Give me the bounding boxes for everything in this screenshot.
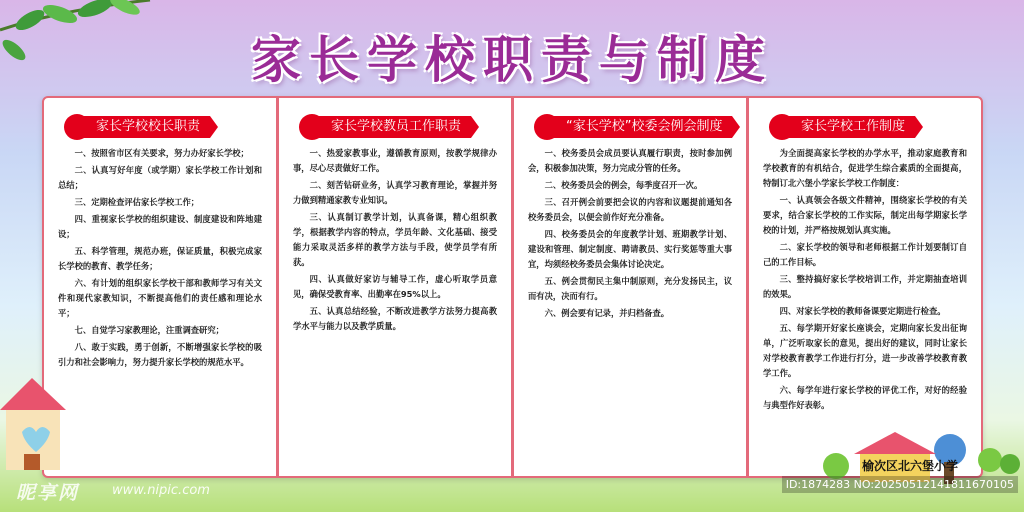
paragraph: 一、按照省市区有关要求，努力办好家长学校； (74, 148, 249, 158)
paragraph: 三、召开例会前要把会议的内容和议题提前通知各校务委员会，以便会前作好充分准备。 (528, 197, 732, 222)
paragraph: 七、自觉学习家教理论，注重调查研究； (74, 325, 224, 335)
watermark-url: www.nipic.com (112, 483, 210, 498)
page-title: 家长学校职责与制度 (251, 30, 773, 89)
column-heading-label: 家长学校工作制度 (783, 116, 915, 138)
paragraph: 四、对家长学校的教师备课要定期进行检查。 (779, 306, 946, 316)
column-teacher (279, 98, 511, 476)
notice-board (42, 96, 983, 478)
column-heading-label: 家长学校教员工作职责 (313, 116, 471, 138)
paragraph: 二、刻苦钻研业务，认真学习教育理论，掌握并努力做到精通家教专业知识。 (293, 180, 497, 205)
paragraph: 三、整持搞好家长学校培训工作，并定期抽查培训的效果。 (763, 274, 967, 299)
paragraph: 三、定期检查评估家长学校工作； (74, 197, 200, 207)
paragraph: 五、认真总结经验，不断改进教学方法努力提高教学水平与能力以及教学质量。 (293, 306, 497, 331)
paragraph: 五、科学管理，规范办班，保证质量，积极完成家长学校的教育、教学任务； (58, 246, 262, 271)
paragraph: 五、每学期开好家长座谈会，定期向家长发出征询单，广泛听取家长的意见，提出好的建议，同时让家长对学校教育教学工作进行打分，进一步改善学校教育教学工作。 (763, 323, 967, 378)
paragraph: 六、例会要有记录，并归档备查。 (544, 308, 670, 318)
paragraph: 一、认真领会各级文件精神，围绕家长学校的有关要求，结合家长学校的工作实际，制定出每学期家长学校的计划，并严格按规划认真实施。 (763, 195, 967, 235)
column-text (763, 146, 967, 415)
column-heading-label: “家长学校”校委会例会制度 (548, 116, 732, 138)
paragraph: 二、家长学校的领导和老师根据工作计划要制订自己的工作目标。 (763, 242, 967, 267)
paragraph: 为全面提高家长学校的办学水平，推动家庭教育和学校教育的有机结合，促进学生综合素质的全面提高，特制订北六堡小学家长学校工作制度： (763, 148, 967, 188)
paragraph: 四、认真做好家访与辅导工作，虚心听取学员意见，确保受教育率、出勤率在95%以上。 (293, 274, 497, 299)
paragraph: 一、热爱家教事业，遵循教育原则，按教学规律办事，尽心尽责做好工作。 (293, 148, 497, 173)
paragraph: 六、每学年进行家长学校的评优工作，对好的经验与典型作好表彰。 (763, 385, 967, 410)
column-principal (44, 98, 276, 476)
column-committee (514, 98, 746, 476)
paragraph: 二、校务委员会的例会，每季度召开一次。 (544, 180, 703, 190)
paragraph: 一、校务委员会成员要认真履行职责，按时参加例会，积极参加决策，努力完成分管的任务。 (528, 148, 732, 173)
watermark-logo: 昵享网 (16, 482, 80, 504)
column-work-system (749, 98, 981, 476)
paragraph: 二、认真写好年度（或学期）家长学校工作计划和总结； (58, 165, 262, 190)
column-text (58, 146, 262, 372)
house-icon (0, 370, 70, 480)
column-text (528, 146, 732, 323)
column-text (293, 146, 497, 336)
school-name: 榆次区北六堡小学 (862, 459, 959, 473)
paragraph: 四、重视家长学校的组织建设、制度建设和阵地建设； (58, 214, 262, 239)
watermark-id: ID:1874283 NO:20250512141811670105 (782, 476, 1018, 493)
column-heading-label: 家长学校校长职责 (78, 116, 210, 138)
paragraph: 五、例会贯彻民主集中制原则，充分发扬民主，议而有决，决而有行。 (528, 276, 732, 301)
paragraph: 八、敢于实践，勇于创新，不断增强家长学校的吸引力和社会影响力，努力提升家长学校的规范水平。 (58, 342, 262, 367)
paragraph: 三、认真制订教学计划，认真备课，精心组织教学，根据教学内容的特点，学员年龄、文化基础、接受能力采取灵活多样的教学方法与手段，使学员学有所获。 (293, 212, 497, 267)
paragraph: 六、有计划的组织家长学校干部和教师学习有关文件和现代家教知识，不断提高他们的责任感和理论水平； (58, 278, 262, 318)
paragraph: 四、校务委员会的年度教学计划、班期教学计划、建设和管理、制定制度、聘请教员、实行奖惩等重大事宜，均须经校务委员会集体讨论决定。 (528, 229, 732, 269)
